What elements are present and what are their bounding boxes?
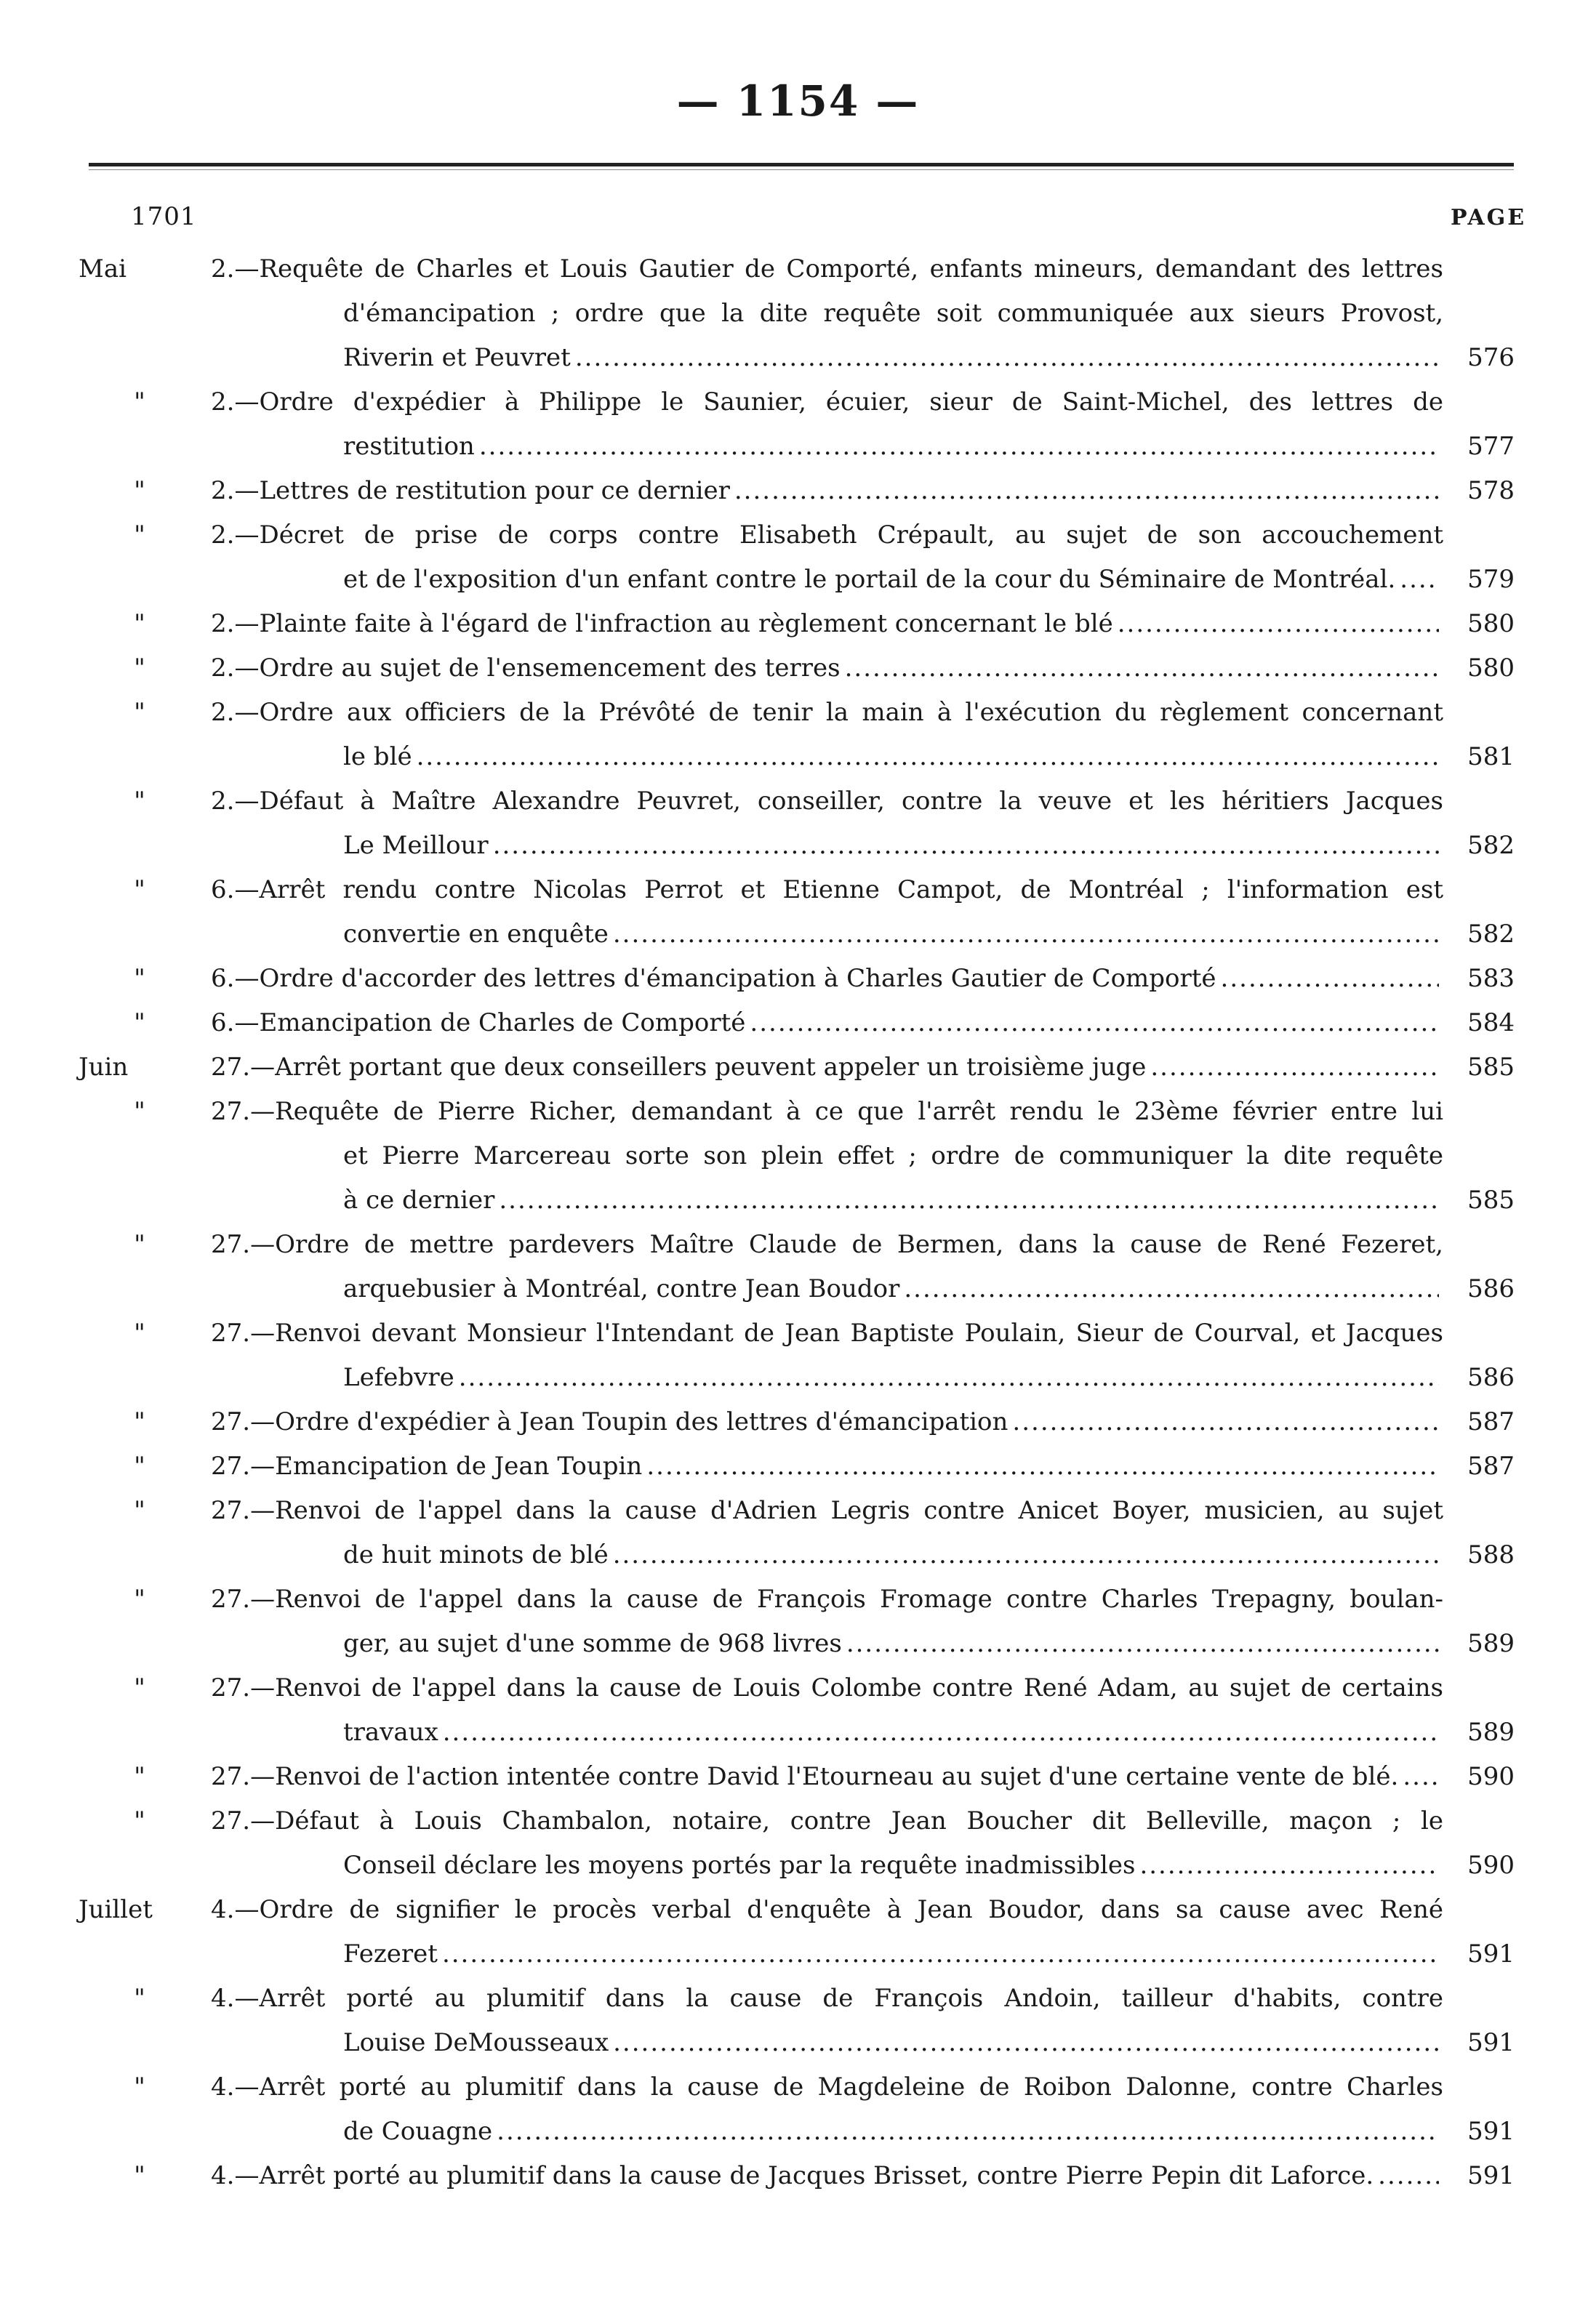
ditto-mark: " bbox=[134, 1585, 145, 1614]
ditto-mark: " bbox=[134, 2161, 145, 2190]
page-column-label: PAGE bbox=[1451, 205, 1527, 230]
index-entry bbox=[0, 2154, 1596, 2198]
index-entry bbox=[0, 1888, 1596, 1977]
ditto-mark: " bbox=[134, 476, 145, 505]
index-entry bbox=[0, 469, 1596, 513]
entry-text: restitution bbox=[343, 432, 475, 461]
ditto-mark: " bbox=[134, 1984, 145, 2013]
entry-text: Lefebvre bbox=[343, 1363, 454, 1392]
page-ref: 585 bbox=[1467, 1186, 1515, 1215]
page-ref: 580 bbox=[1467, 654, 1515, 683]
dot-leader bbox=[904, 1267, 1439, 1311]
entry-line: 4.—Ordre de signifier le procès verbal d'enquête à Jean Boudor, dans sa cause avec René bbox=[211, 1895, 1443, 1924]
index-entry bbox=[0, 1977, 1596, 2065]
entry-line bbox=[343, 1356, 1443, 1400]
entry-text: à ce dernier bbox=[343, 1186, 495, 1215]
page-ref: 587 bbox=[1467, 1452, 1515, 1481]
ditto-mark: " bbox=[134, 387, 145, 417]
dot-leader bbox=[613, 1533, 1439, 1577]
page-ref: 582 bbox=[1467, 831, 1515, 860]
entry-line bbox=[343, 336, 1443, 380]
entry-text: de Couagne bbox=[343, 2117, 493, 2146]
entry-line bbox=[343, 2021, 1443, 2065]
page-number: — 1154 — bbox=[676, 76, 920, 126]
index-entry bbox=[0, 247, 1596, 380]
entry-line bbox=[343, 1267, 1443, 1311]
index-entry bbox=[0, 1799, 1596, 1888]
ditto-mark: " bbox=[134, 1673, 145, 1702]
entry-line: 27.—Renvoi de l'appel dans la cause d'Adrien Legris contre Anicet Boyer, musicien, au sujet bbox=[211, 1496, 1443, 1525]
dot-leader bbox=[459, 1356, 1439, 1400]
index-entry bbox=[0, 1090, 1596, 1223]
index-entry bbox=[0, 602, 1596, 646]
entry-line: d'émancipation ; ordre que la dite requête soit communiquée aux sieurs Provost, bbox=[343, 299, 1443, 328]
entry-text: 6.—Emancipation de Charles de Comporté bbox=[211, 1008, 746, 1037]
entry-line: 27.—Renvoi de l'appel dans la cause de Louis Colombe contre René Adam, au sujet de certains bbox=[211, 1673, 1443, 1702]
page-ref: 586 bbox=[1467, 1274, 1515, 1303]
entry-line bbox=[211, 1755, 1443, 1799]
ditto-mark: " bbox=[134, 1806, 145, 1836]
dot-leader bbox=[1118, 602, 1439, 646]
entry-line: 2.—Ordre d'expédier à Philippe le Saunier, écuier, sieur de Saint-Michel, des lettres de bbox=[211, 387, 1443, 417]
entry-line: 27.—Renvoi de l'appel dans la cause de François Fromage contre Charles Trepagny, boulan- bbox=[211, 1585, 1443, 1614]
entry-line bbox=[343, 1843, 1443, 1888]
dot-leader bbox=[646, 1444, 1439, 1489]
page-ref: 590 bbox=[1467, 1762, 1515, 1791]
index-entry bbox=[0, 1045, 1596, 1090]
entry-line bbox=[211, 602, 1443, 646]
ditto-mark: " bbox=[134, 964, 145, 993]
entry-text: 2.—Ordre au sujet de l'ensemencement des terres bbox=[211, 654, 841, 683]
index-entry bbox=[0, 1755, 1596, 1799]
dot-leader bbox=[1221, 957, 1439, 1001]
index-entry bbox=[0, 957, 1596, 1001]
entry-text: Louise DeMousseaux bbox=[343, 2028, 609, 2057]
dot-leader bbox=[734, 469, 1439, 513]
page-ref: 589 bbox=[1467, 1629, 1515, 1658]
page-ref: 587 bbox=[1467, 1407, 1515, 1436]
index-entry bbox=[0, 1311, 1596, 1400]
entry-text: 2.—Lettres de restitution pour ce dernier bbox=[211, 476, 730, 505]
dot-leader bbox=[750, 1001, 1439, 1045]
ditto-mark: " bbox=[134, 609, 145, 638]
dot-leader bbox=[846, 1622, 1439, 1666]
entry-text: 27.—Renvoi de l'action intentée contre David l'Etourneau au sujet d'une certaine vente de blé. bbox=[211, 1762, 1399, 1791]
entry-line bbox=[211, 1444, 1443, 1489]
month-label: Juillet bbox=[79, 1895, 153, 1924]
entry-line bbox=[343, 1622, 1443, 1666]
entry-line: 2.—Requête de Charles et Louis Gautier de Comporté, enfants mineurs, demandant des lettres bbox=[211, 254, 1443, 284]
index-entry bbox=[0, 1001, 1596, 1045]
entry-line bbox=[343, 912, 1443, 957]
dot-leader bbox=[1378, 2154, 1439, 2198]
index-entry bbox=[0, 1444, 1596, 1489]
page-ref: 584 bbox=[1467, 1008, 1515, 1037]
dot-leader bbox=[613, 912, 1439, 957]
index-entry bbox=[0, 2065, 1596, 2154]
page-ref: 579 bbox=[1467, 565, 1515, 594]
index-entry bbox=[0, 868, 1596, 957]
entry-line bbox=[211, 646, 1443, 691]
year-label: 1701 bbox=[131, 202, 197, 231]
entry-text: 27.—Ordre d'expédier à Jean Toupin des lettres d'émancipation bbox=[211, 1407, 1008, 1436]
index-entries bbox=[0, 247, 1596, 2198]
ditto-mark: " bbox=[134, 1496, 145, 1525]
month-label: Juin bbox=[79, 1053, 129, 1082]
entry-text: Conseil déclare les moyens portés par la requête inadmissibles bbox=[343, 1851, 1136, 1880]
ditto-mark: " bbox=[134, 654, 145, 683]
entry-text: convertie en enquête bbox=[343, 920, 609, 949]
index-entry bbox=[0, 1577, 1596, 1666]
entry-line bbox=[343, 558, 1443, 602]
entry-line bbox=[211, 1001, 1443, 1045]
index-entry bbox=[0, 1489, 1596, 1577]
entry-line: 27.—Renvoi devant Monsieur l'Intendant de Jean Baptiste Poulain, Sieur de Courval, et Jacques bbox=[211, 1319, 1443, 1348]
ditto-mark: " bbox=[134, 1008, 145, 1037]
entry-line bbox=[343, 1178, 1443, 1223]
page-ref: 591 bbox=[1467, 2028, 1515, 2057]
page-ref: 577 bbox=[1467, 432, 1515, 461]
dot-leader bbox=[1400, 558, 1439, 602]
dot-leader bbox=[417, 735, 1439, 779]
dot-leader bbox=[575, 336, 1439, 380]
page-ref: 590 bbox=[1467, 1851, 1515, 1880]
entry-line bbox=[343, 1533, 1443, 1577]
ditto-mark: " bbox=[134, 1762, 145, 1791]
entry-text: ger, au sujet d'une somme de 968 livres bbox=[343, 1629, 842, 1658]
ditto-mark: " bbox=[134, 1407, 145, 1436]
ditto-mark: " bbox=[134, 1319, 145, 1348]
header-rule bbox=[89, 163, 1514, 166]
entry-text: Le Meillour bbox=[343, 831, 489, 860]
entry-line bbox=[343, 824, 1443, 868]
entry-line: 2.—Décret de prise de corps contre Elisabeth Crépault, au sujet de son accouchement bbox=[211, 520, 1443, 550]
entry-line: 4.—Arrêt porté au plumitif dans la cause de François Andoin, tailleur d'habits, contre bbox=[211, 1984, 1443, 2013]
page-ref: 591 bbox=[1467, 2161, 1515, 2190]
page-ref: 580 bbox=[1467, 609, 1515, 638]
entry-line bbox=[343, 425, 1443, 469]
dot-leader bbox=[443, 1710, 1439, 1755]
entry-line bbox=[211, 2154, 1443, 2198]
ditto-mark: " bbox=[134, 520, 145, 550]
ditto-mark: " bbox=[134, 1230, 145, 1259]
entry-text: 4.—Arrêt porté au plumitif dans la cause de Jacques Brisset, contre Pierre Pepin dit Laforce. bbox=[211, 2161, 1374, 2190]
entry-text: Fezeret bbox=[343, 1939, 438, 1969]
index-entry bbox=[0, 646, 1596, 691]
entry-line: et Pierre Marcereau sorte son plein effet ; ordre de communiquer la dite requête bbox=[343, 1141, 1443, 1170]
entry-text: travaux bbox=[343, 1718, 438, 1747]
entry-line bbox=[343, 1710, 1443, 1755]
dot-leader bbox=[613, 2021, 1439, 2065]
entry-text: le blé bbox=[343, 742, 412, 771]
page-ref: 583 bbox=[1467, 964, 1515, 993]
entry-text: 27.—Arrêt portant que deux conseillers peuvent appeler un troisième juge bbox=[211, 1053, 1147, 1082]
entry-text: 2.—Plainte faite à l'égard de l'infraction au règlement concernant le blé bbox=[211, 609, 1113, 638]
page-ref: 578 bbox=[1467, 476, 1515, 505]
entry-text: et de l'exposition d'un enfant contre le portail de la cour du Séminaire de Montréal. bbox=[343, 565, 1396, 594]
entry-text: 6.—Ordre d'accorder des lettres d'émancipation à Charles Gautier de Comporté bbox=[211, 964, 1216, 993]
entry-text: arquebusier à Montréal, contre Jean Boudor bbox=[343, 1274, 900, 1303]
ditto-mark: " bbox=[134, 1452, 145, 1481]
dot-leader bbox=[499, 1178, 1439, 1223]
month-label: Mai bbox=[79, 254, 127, 284]
index-entry bbox=[0, 691, 1596, 779]
dot-leader bbox=[1403, 1755, 1439, 1799]
index-entry bbox=[0, 513, 1596, 602]
dot-leader bbox=[479, 425, 1439, 469]
page-ref: 588 bbox=[1467, 1540, 1515, 1569]
entry-line bbox=[211, 1045, 1443, 1090]
page-ref: 591 bbox=[1467, 1939, 1515, 1969]
dot-leader bbox=[1012, 1400, 1439, 1444]
dot-leader bbox=[1139, 1843, 1439, 1888]
entry-text: Riverin et Peuvret bbox=[343, 343, 571, 372]
entry-line: 27.—Défaut à Louis Chambalon, notaire, contre Jean Boucher dit Belleville, maçon ; le bbox=[211, 1806, 1443, 1836]
entry-line: 6.—Arrêt rendu contre Nicolas Perrot et Etienne Campot, de Montréal ; l'information est bbox=[211, 875, 1443, 904]
entry-line bbox=[343, 1932, 1443, 1977]
entry-line bbox=[211, 1400, 1443, 1444]
page-ref: 585 bbox=[1467, 1053, 1515, 1082]
entry-line: 2.—Défaut à Maître Alexandre Peuvret, conseiller, contre la veuve et les héritiers Jacques bbox=[211, 787, 1443, 816]
entry-line: 27.—Requête de Pierre Richer, demandant à ce que l'arrêt rendu le 23ème février entre lui bbox=[211, 1097, 1443, 1126]
entry-line bbox=[211, 469, 1443, 513]
page-ref: 586 bbox=[1467, 1363, 1515, 1392]
entry-line: 2.—Ordre aux officiers de la Prévôté de tenir la main à l'exécution du règlement concernant bbox=[211, 698, 1443, 727]
entry-line bbox=[343, 2110, 1443, 2154]
page-ref: 581 bbox=[1467, 742, 1515, 771]
page-ref: 591 bbox=[1467, 2117, 1515, 2146]
entry-line: 4.—Arrêt porté au plumitif dans la cause de Magdeleine de Roibon Dalonne, contre Charles bbox=[211, 2072, 1443, 2102]
entry-line: 27.—Ordre de mettre pardevers Maître Claude de Bermen, dans la cause de René Fezeret, bbox=[211, 1230, 1443, 1259]
entry-text: de huit minots de blé bbox=[343, 1540, 609, 1569]
entry-line bbox=[343, 735, 1443, 779]
dot-leader bbox=[845, 646, 1439, 691]
page-ref: 589 bbox=[1467, 1718, 1515, 1747]
dot-leader bbox=[1150, 1045, 1439, 1090]
entry-text: 27.—Emancipation de Jean Toupin bbox=[211, 1452, 643, 1481]
index-entry bbox=[0, 1400, 1596, 1444]
index-entry bbox=[0, 1223, 1596, 1311]
ditto-mark: " bbox=[134, 875, 145, 904]
ditto-mark: " bbox=[134, 2072, 145, 2102]
dot-leader bbox=[442, 1932, 1439, 1977]
page-ref: 582 bbox=[1467, 920, 1515, 949]
entry-line bbox=[211, 957, 1443, 1001]
dot-leader bbox=[493, 824, 1439, 868]
index-entry bbox=[0, 1666, 1596, 1755]
index-entry bbox=[0, 779, 1596, 868]
page-ref: 576 bbox=[1467, 343, 1515, 372]
index-entry bbox=[0, 380, 1596, 469]
ditto-mark: " bbox=[134, 698, 145, 727]
dot-leader bbox=[497, 2110, 1439, 2154]
ditto-mark: " bbox=[134, 1097, 145, 1126]
ditto-mark: " bbox=[134, 787, 145, 816]
